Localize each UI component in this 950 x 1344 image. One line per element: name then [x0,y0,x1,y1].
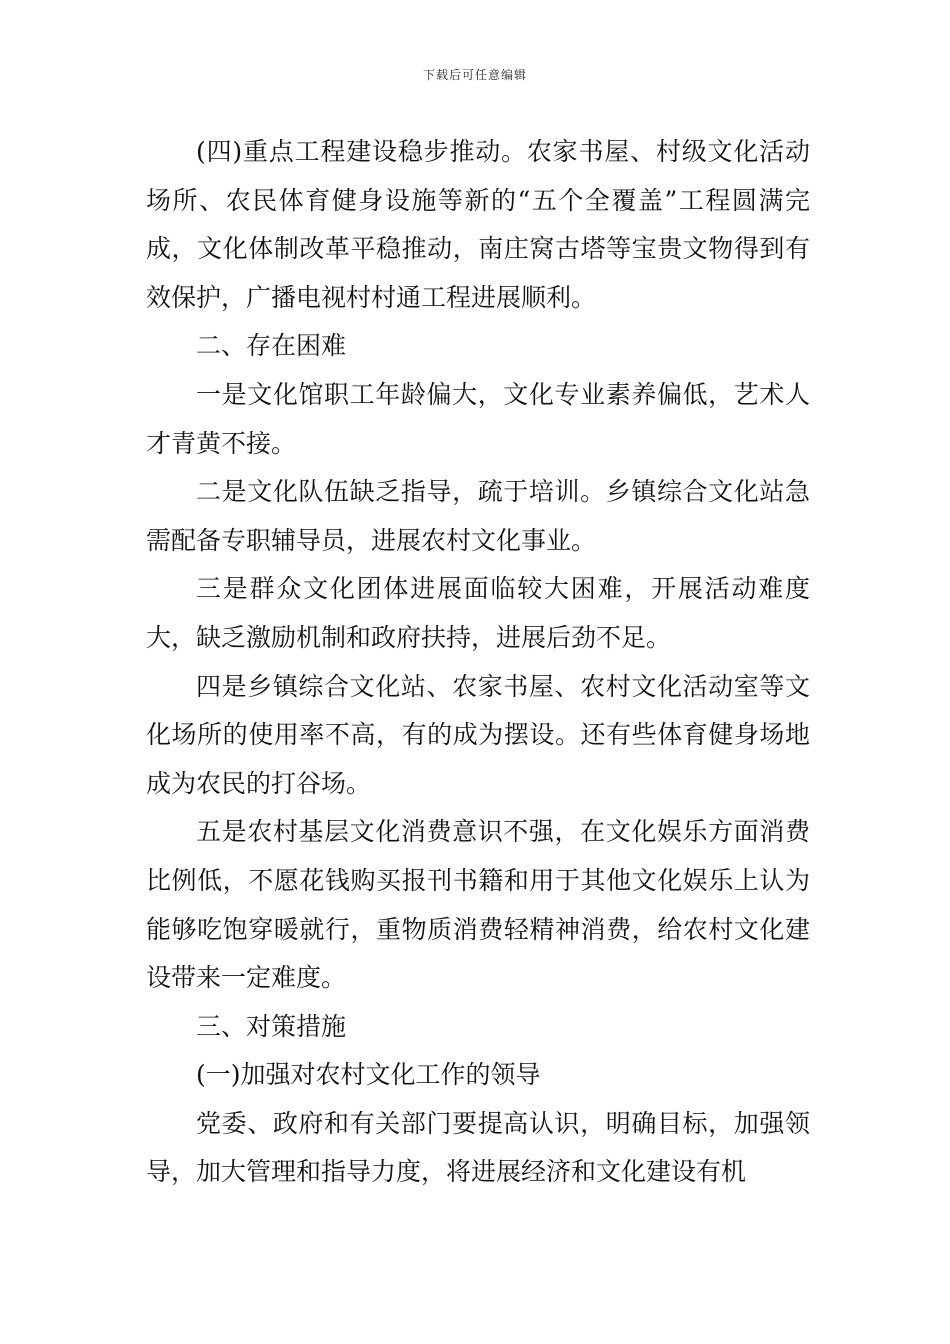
paragraph-difficulty-2: 二是文化队伍缺乏指导，疏于培训。乡镇综合文化站急需配备专职辅导员，进展农村文化事业。 [146,477,810,555]
paragraph-leadership: 党委、政府和有关部门要提高认识，明确目标，加强领导，加大管理和指导力度，将进展经济和文化建设有机 [146,1108,810,1187]
paragraph-difficulty-3: 三是群众文化团体进展面临较大困难，开展活动难度大，缺乏激励机制和政府扶持，进展后劲不足。 [146,574,810,652]
paragraph-difficulty-5: 五是农村基层文化消费意识不强，在文化娱乐方面消费比例低，不愿花钱购买报刊书籍和用于其他文化娱乐上认为能够吃饱穿暖就行，重物质消费轻精神消费，给农村文化建设带来一定难度。 [146,817,810,993]
header-note: 下载后可任意编辑 [422,68,527,82]
document-body [146,128,810,1197]
paragraph-difficulty-1: 一是文化馆职工年龄偏大，文化专业素养偏低，艺术人才青黄不接。 [146,379,810,458]
paragraph-difficulty-4: 四是乡镇综合文化站、农家书屋、农村文化活动室等文化场所的使用率不高，有的成为摆设。还有些体育健身场地成为农民的打谷场。 [146,671,810,798]
paragraph-key-projects: (四)重点工程建设稳步推动。农家书屋、村级文化活动场所、农民体育健身设施等新的“五个全覆盖”工程圆满完成，文化体制改革平稳推动，南庄窝古塔等宝贵文物得到有效保护，广播电视村村通工程进展顺利。 [146,137,810,312]
section-heading-countermeasures: 三、对策措施 [196,1011,347,1041]
section-heading-difficulties: 二、存在困难 [196,331,347,361]
subheading-leadership: (一)加强对农村文化工作的领导 [196,1060,541,1090]
